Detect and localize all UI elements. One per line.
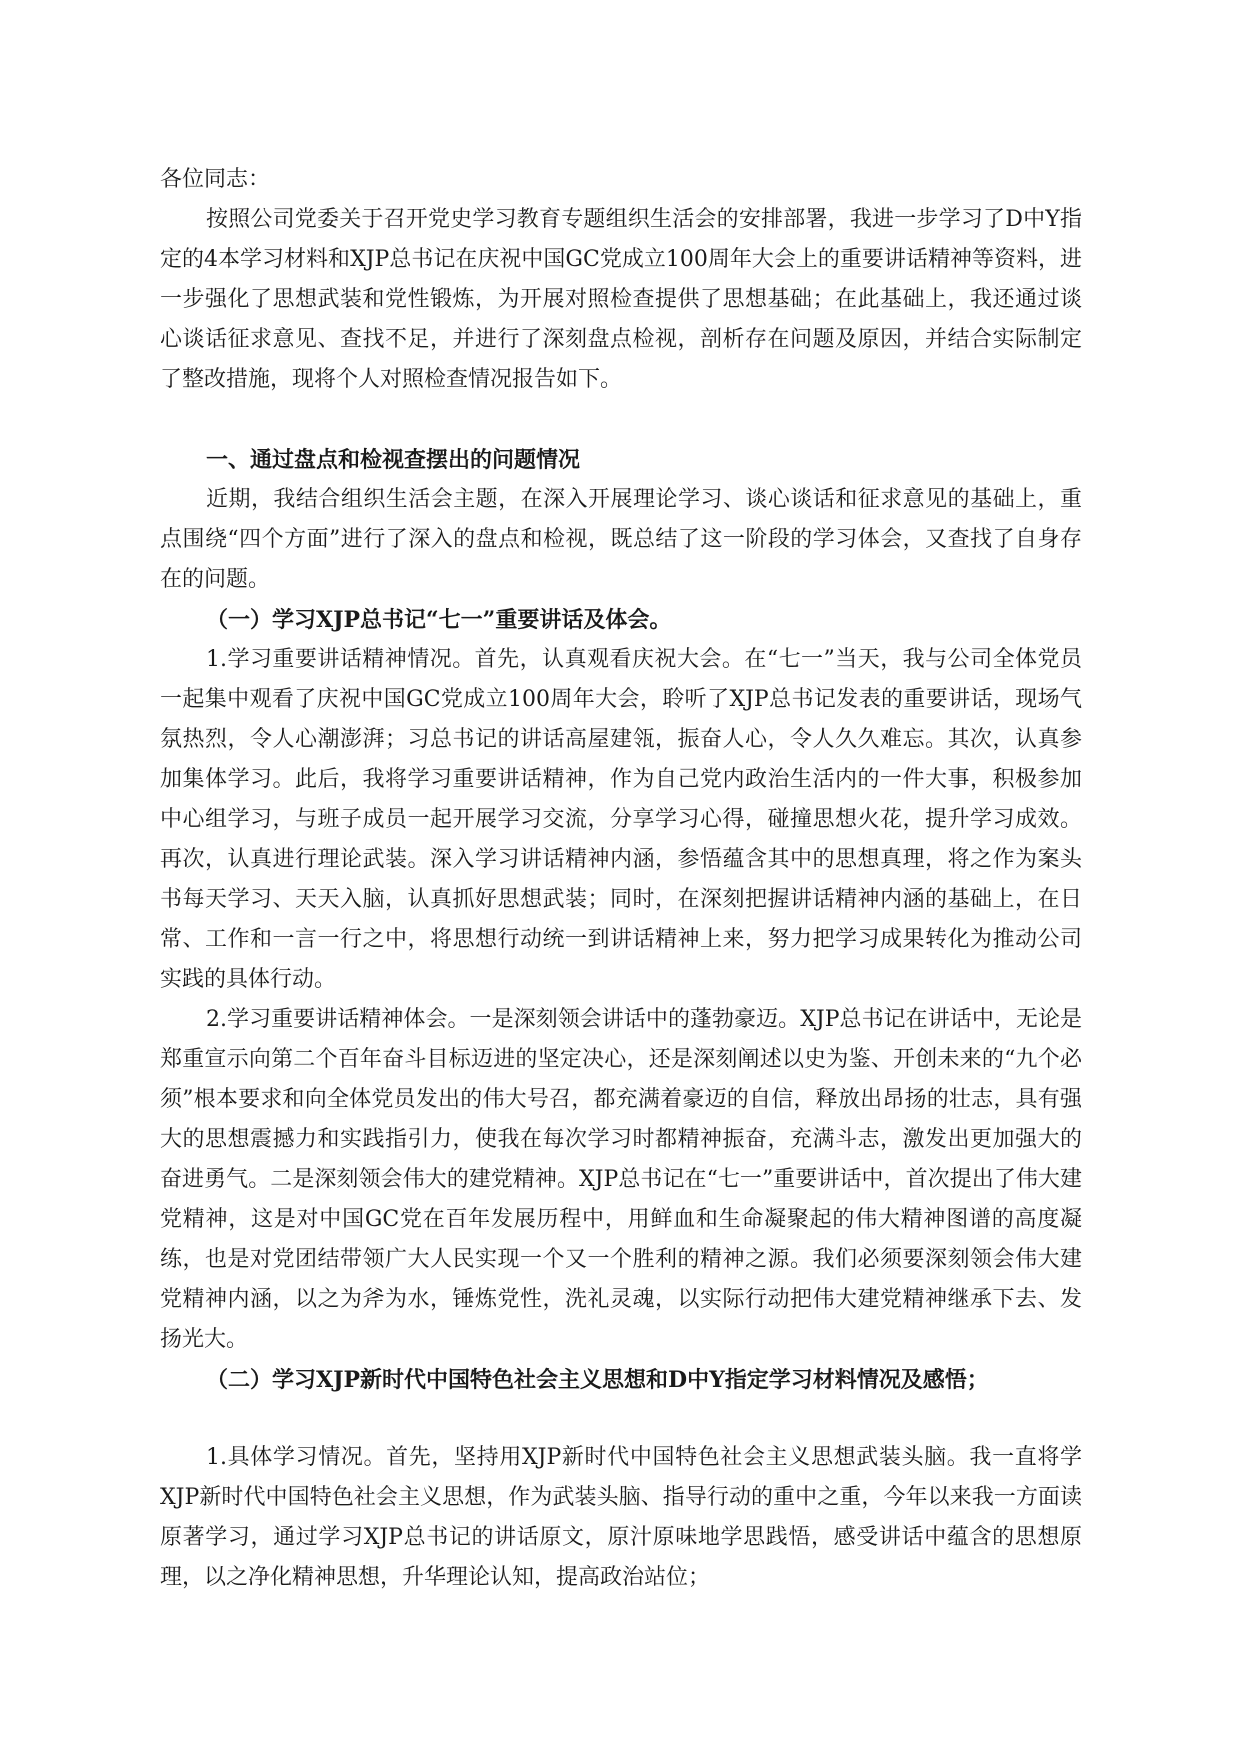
section-1-heading: 一、通过盘点和检视查摆出的问题情况 [206,447,581,473]
document-body [160,160,1082,1598]
subsection-2-heading: （二）学习XJP新时代中国特色社会主义思想和D中Y指定学习材料情况及感悟； [206,1367,989,1393]
subsection-1-heading: （一）学习XJP总书记“七一”重要讲话及体会。 [206,607,672,633]
salutation: 各位同志： [160,167,271,192]
subsection-1-paragraph-1: 1.学习重要讲话精神情况。首先，认真观看庆祝大会。在“七一”当天，我与公司全体党员一起集中观看了庆祝中国GC党成立100周年大会，聆听了XJP总书记发表的重要讲话，现场气氛热烈，令人心潮澎湃；习总书记的讲话高屋建瓴，振奋人心，令人久久难忘。其次，认真参加集体学习。此后，我将学习重要讲话精神，作为自己党内政治生活内的一件大事，积极参加中心组学习，与班子成员一起开展学习交流，分享学习心得，碰撞思想火花，提升学习成效。再次，认真进行理论武装。深入学习讲话精神内涵，参悟蕴含其中的思想真理，将之作为案头书每天学习、天天入脑，认真抓好思想武装；同时，在深刻把握讲话精神内涵的基础上，在日常、工作和一言一行之中，将思想行动统一到讲话精神上来，努力把学习成果转化为推动公司实践的具体行动。 [160,647,1082,992]
section-1-intro-paragraph: 近期，我结合组织生活会主题，在深入开展理论学习、谈心谈话和征求意见的基础上，重点围绕“四个方面”进行了深入的盘点和检视，既总结了这一阶段的学习体会，又查找了自身存在的问题。 [160,487,1082,592]
subsection-2-paragraph-1: 1.具体学习情况。首先，坚持用XJP新时代中国特色社会主义思想武装头脑。我一直将学XJP新时代中国特色社会主义思想，作为武装头脑、指导行动的重中之重，今年以来我一方面读原著学习，通过学习XJP总书记的讲话原文，原汁原味地学思践悟，感受讲话中蕴含的思想原理，以之净化精神思想，升华理论认知，提高政治站位； [160,1445,1082,1590]
intro-paragraph: 按照公司党委关于召开党史学习教育专题组织生活会的安排部署，我进一步学习了D中Y指定的4本学习材料和XJP总书记在庆祝中国GC党成立100周年大会上的重要讲话精神等资料，进一步强化了思想武装和党性锻炼，为开展对照检查提供了思想基础；在此基础上，我还通过谈心谈话征求意见、查找不足，并进行了深刻盘点检视，剖析存在问题及原因，并结合实际制定了整改措施，现将个人对照检查情况报告如下。 [160,207,1082,392]
subsection-1-paragraph-2: 2.学习重要讲话精神体会。一是深刻领会讲话中的蓬勃豪迈。XJP总书记在讲话中，无论是郑重宣示向第二个百年奋斗目标迈进的坚定决心，还是深刻阐述以史为鉴、开创未来的“九个必须”根本要求和向全体党员发出的伟大号召，都充满着豪迈的自信，释放出昂扬的壮志，具有强大的思想震撼力和实践指引力，使我在每次学习时都精神振奋，充满斗志，激发出更加强大的奋进勇气。二是深刻领会伟大的建党精神。XJP总书记在“七一”重要讲话中，首次提出了伟大建党精神，这是对中国GC党在百年发展历程中，用鲜血和生命凝聚起的伟大精神图谱的高度凝练，也是对党团结带领广大人民实现一个又一个胜利的精神之源。我们必须要深刻领会伟大建党精神内涵，以之为斧为水，锤炼党性，洗礼灵魂，以实际行动把伟大建党精神继承下去、发扬光大。 [160,1007,1082,1352]
